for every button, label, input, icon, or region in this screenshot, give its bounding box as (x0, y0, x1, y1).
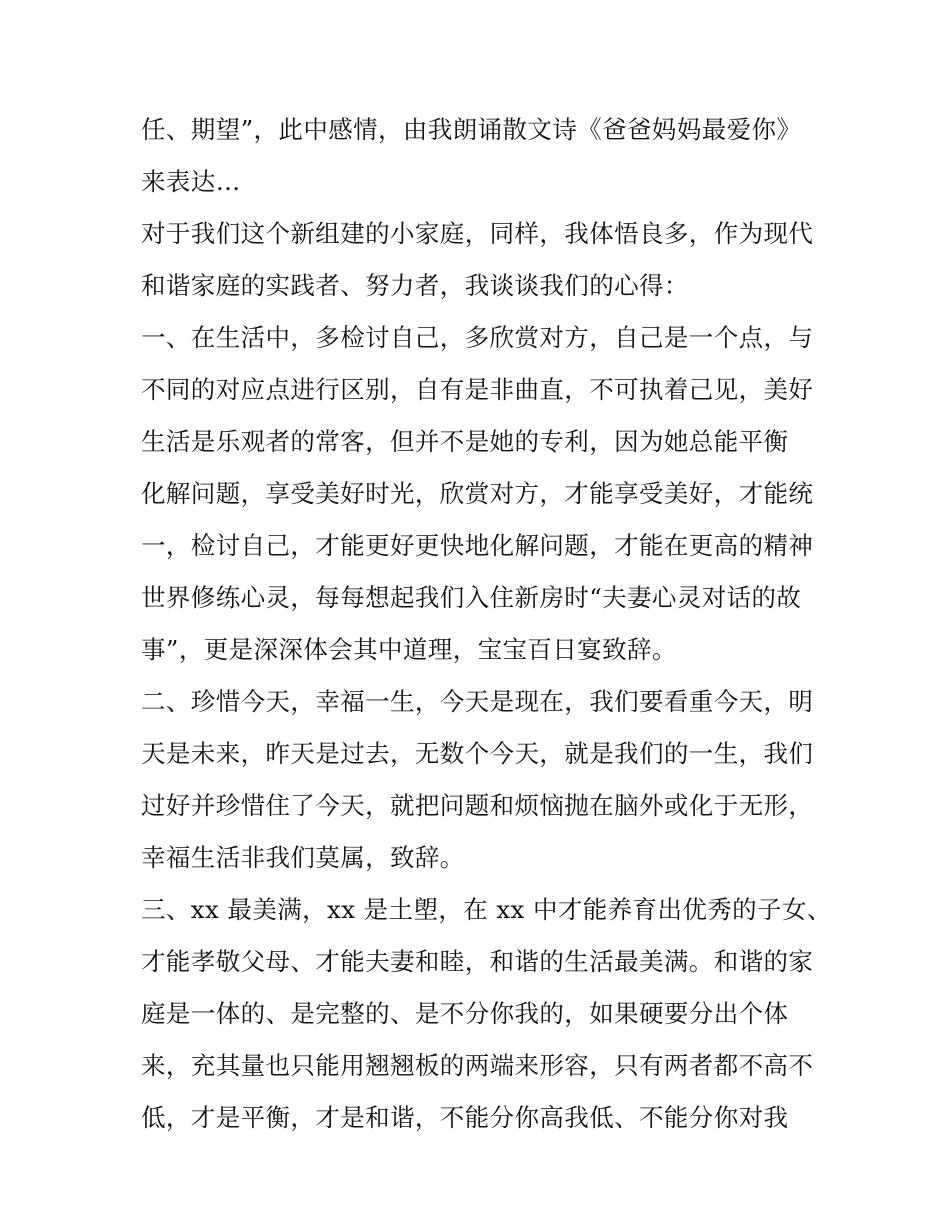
text-line: 世界修练心灵，每每想起我们入住新房时“夫妻心灵对话的故 (141, 583, 802, 612)
text-line: 过好并珍惜住了今天，就把问题和烦恼抛在脑外或化于无形， (141, 791, 814, 820)
text-line: 生活是乐观者的常客，但并不是她的专利，因为她总能平衡 (141, 427, 789, 456)
text-line: 天是未来，昨天是过去，无数个今天，就是我们的一生，我们 (141, 739, 814, 768)
text-line: 二、珍惜今天，幸福一生，今天是现在，我们要看重今天，明 (141, 687, 814, 716)
text-line: 庭是一体的、是完整的、是不分你我的，如果硬要分出个体 (141, 999, 789, 1028)
text-line: 对于我们这个新组建的小家庭，同样，我体悟良多，作为现代 (141, 219, 814, 248)
text-line: 才能孝敬父母、才能夫妻和睦，和谐的生活最美满。和谐的家 (141, 947, 814, 976)
text-line: 来，充其量也只能用翘翘板的两端来形容，只有两者都不高不 (141, 1051, 814, 1080)
text-line: 一、在生活中，多检讨自己，多欣赏对方，自己是一个点，与 (141, 323, 814, 352)
text-line: 不同的对应点进行区别，自有是非曲直，不可执着己见，美好 (141, 375, 814, 404)
text-line: 化解问题，享受美好时光，欣赏对方，才能享受美好，才能统 (141, 479, 814, 508)
text-line: 和谐家庭的实践者、努力者，我谈谈我们的心得： (141, 271, 689, 300)
text-line: 任、期望”，此中感情，由我朗诵散文诗《爸爸妈妈最爱你》 (141, 115, 802, 144)
text-line: 三、xx 最美满，xx 是土塱，在 xx 中才能养育出优秀的子女、 (141, 895, 832, 924)
document-body (141, 104, 832, 1144)
text-line: 来表达… (141, 167, 241, 196)
text-line: 幸福生活非我们莫属，致辞。 (141, 843, 465, 872)
text-line: 低，才是平衡，才是和谐，不能分你高我低、不能分你对我 (141, 1103, 789, 1132)
text-line: 事”，更是深深体会其中道理，宝宝百日宴致辞。 (141, 635, 677, 664)
text-line: 一，检讨自己，才能更好更快地化解问题，才能在更高的精神 (141, 531, 814, 560)
